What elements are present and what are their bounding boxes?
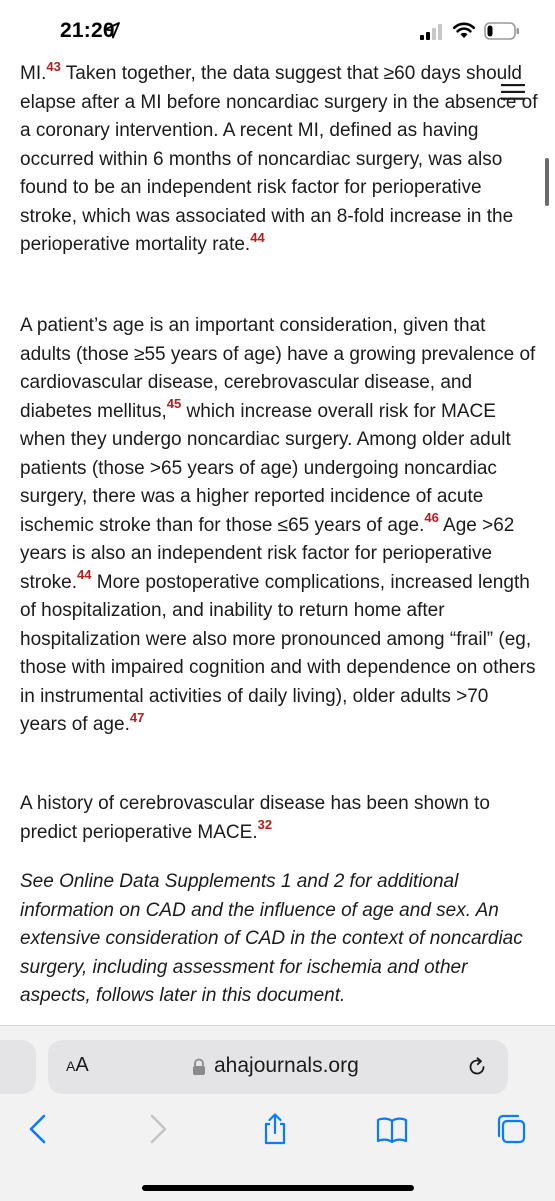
text: MI. [20, 63, 47, 84]
lock-icon [191, 1058, 207, 1076]
status-time: 21:20 [60, 19, 115, 42]
home-indicator[interactable] [142, 1185, 414, 1191]
paragraph-data-supplements-note [20, 868, 540, 1011]
battery-icon [484, 22, 520, 40]
reference-link[interactable]: 43 [46, 58, 61, 74]
text: A patient’s age is an important consideration, given that adults (those ≥55 years of age) have a growing prevalence of cardiovascular disease, cerebrovascular disease, and diabetes mellitus, [20, 315, 536, 422]
reference-link[interactable]: 45 [166, 396, 182, 412]
book-icon[interactable] [375, 1112, 409, 1146]
chevron-left-icon[interactable] [22, 1112, 56, 1146]
scroll-indicator[interactable] [545, 158, 549, 206]
browser-toolbar [0, 1025, 555, 1201]
reference-link[interactable]: 46 [424, 510, 439, 526]
reload-icon[interactable] [466, 1056, 488, 1078]
chevron-right-icon[interactable] [140, 1112, 174, 1146]
text: A history of cerebrovascular disease has been shown to predict perioperative MACE. [20, 793, 490, 843]
text: Age >62 years is also an independent risk factor for perioperative stroke. [20, 514, 515, 593]
location-arrow-icon [103, 21, 121, 39]
text: More postoperative complications, increased length of hospitalization, and inability to return home after hospitalization were also more pronounced among “frail” (eg, those with impaired cognition and with dependence on others in instrumental activities of daily living), older adults >70 years of age. [20, 571, 536, 735]
share-icon[interactable] [258, 1112, 292, 1146]
browser-nav-bar [0, 1112, 555, 1152]
reference-link[interactable]: 44 [250, 229, 265, 245]
reference-link[interactable]: 32 [257, 817, 273, 833]
paragraph-cerebrovascular [20, 790, 540, 847]
signal-bars-icon [420, 24, 442, 40]
reference-link[interactable]: 44 [77, 567, 92, 583]
paragraph-patient-age [20, 312, 540, 740]
text: which increase overall risk for MACE when they undergo noncardiac surgery. Among older adult patients (those >65 years of age) undergoing noncardiac surgery, there was a higher reported incidence of acute ischemic stroke than for those ≤65 years of age. [20, 400, 511, 536]
address-bar[interactable] [48, 1040, 508, 1094]
status-bar [0, 0, 555, 62]
url-text[interactable]: ahajournals.org [214, 1054, 359, 1077]
paragraph-mi-timing [20, 60, 540, 260]
text-size-button[interactable]: AA [66, 1054, 89, 1076]
previous-tab-peek[interactable] [0, 1040, 36, 1094]
tabs-icon[interactable] [494, 1112, 528, 1146]
reference-link[interactable]: 47 [129, 709, 145, 725]
text: See Online Data Supplements 1 and 2 for additional information on CAD and the influence of age and sex. An extensive consideration of CAD in the context of noncardiac surgery, including assessment for ischemia and other aspects, follows later in this document. [20, 871, 523, 1006]
text: Taken together, the data suggest that ≥60 days should elapse after a MI before noncardiac surgery in the absence of a coronary intervention. A recent MI, defined as having occurred within 6 months of noncardiac surgery, was also found to be an independent risk factor for perioperative stroke, which was associated with an 8-fold increase in the perioperative mortality rate. [20, 63, 538, 255]
wifi-icon [452, 21, 476, 39]
